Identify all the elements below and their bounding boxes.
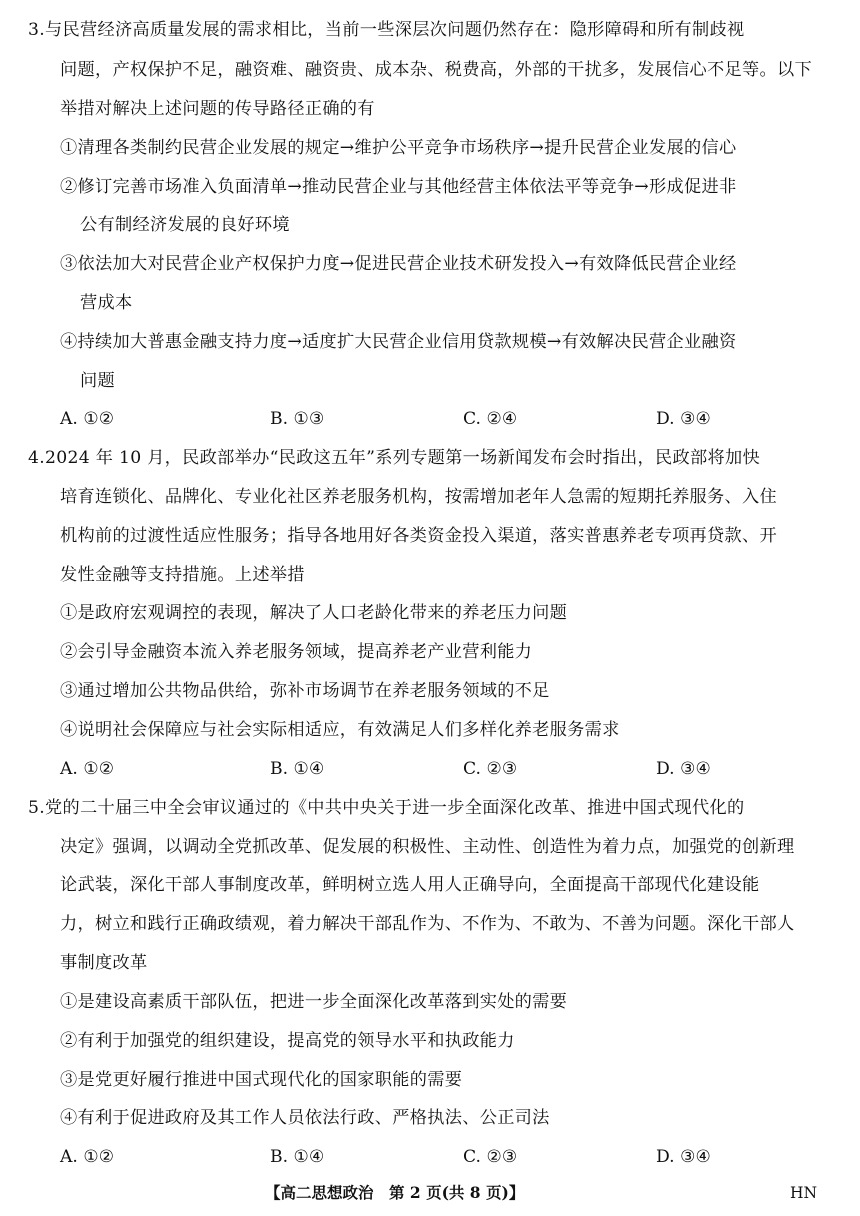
q4-stem-line: 培育连锁化、品牌化、专业化社区养老服务机构，按需增加老年人急需的短期托养服务、入住	[60, 487, 777, 507]
choice-c[interactable]: C. ②③	[463, 1147, 518, 1167]
q3-answer-choices	[0, 408, 860, 430]
choice-b[interactable]: B. ①④	[270, 1147, 325, 1167]
q5-stem-line: 事制度改革	[60, 953, 148, 973]
choice-d[interactable]: D. ③④	[656, 1147, 711, 1167]
q5-stem-line: 5.党的二十届三中全会审议通过的《中共中央关于进一步全面深化改革、推进中国式现代化的	[28, 798, 745, 818]
q4-option-2: ②会引导金融资本流入养老服务领域，提高养老产业营利能力	[60, 642, 533, 662]
choice-c[interactable]: C. ②④	[463, 409, 518, 429]
q4-stem-line: 发性金融等支持措施。上述举措	[60, 565, 305, 585]
q5-stem-line: 决定》强调，以调动全党抓改革、促发展的积极性、主动性、创造性为着力点，加强党的创新理	[60, 837, 795, 857]
q3-option-3: ③依法加大对民营企业产权保护力度→促进民营企业技术研发投入→有效降低民营企业经	[60, 254, 737, 274]
q3-stem-line: 问题，产权保护不足，融资难、融资贵、成本杂、税费高，外部的干扰多，发展信心不足等。以下	[60, 60, 812, 80]
q3-option-3-cont: 营成本	[80, 293, 133, 313]
q4-option-4: ④说明社会保障应与社会实际相适应，有效满足人们多样化养老服务需求	[60, 720, 620, 740]
q5-option-2: ②有利于加强党的组织建设，提高党的领导水平和执政能力	[60, 1031, 515, 1051]
choice-a[interactable]: A. ①②	[60, 759, 115, 779]
q5-stem-line: 论武装，深化干部人事制度改革，鲜明树立选人用人正确导向，全面提高干部现代化建设能	[60, 875, 760, 895]
q5-answer-choices	[0, 1146, 860, 1168]
q5-option-4: ④有利于促进政府及其工作人员依法行政、严格执法、公正司法	[60, 1108, 550, 1128]
choice-b[interactable]: B. ①③	[270, 409, 325, 429]
q3-option-2: ②修订完善市场准入负面清单→推动民营企业与其他经营主体依法平等竞争→形成促进非	[60, 177, 737, 197]
q4-stem-line: 机构前的过渡性适应性服务；指导各地用好各类资金投入渠道，落实普惠养老专项再贷款、开	[60, 526, 777, 546]
choice-a[interactable]: A. ①②	[60, 409, 115, 429]
q5-option-3: ③是党更好履行推进中国式现代化的国家职能的需要	[60, 1070, 463, 1090]
q4-option-1: ①是政府宏观调控的表现，解决了人口老龄化带来的养老压力问题	[60, 603, 568, 623]
q3-option-4: ④持续加大普惠金融支持力度→适度扩大民营企业信用贷款规模→有效解决民营企业融资	[60, 332, 737, 352]
q3-option-1: ①清理各类制约民营企业发展的规定→维护公平竞争市场秩序→提升民营企业发展的信心	[60, 138, 737, 158]
q4-stem-line: 4.2024 年 10 月，民政部举办“民政这五年”系列专题第一场新闻发布会时指出，民政部将加快	[28, 448, 760, 468]
choice-a[interactable]: A. ①②	[60, 1147, 115, 1167]
q3-option-2-cont: 公有制经济发展的良好环境	[80, 215, 290, 235]
choice-c[interactable]: C. ②③	[463, 759, 518, 779]
q4-answer-choices	[0, 758, 860, 780]
q5-option-1: ①是建设高素质干部队伍，把进一步全面深化改革落到实处的需要	[60, 992, 568, 1012]
q3-stem-line: 举措对解决上述问题的传导路径正确的有	[60, 99, 375, 119]
choice-d[interactable]: D. ③④	[656, 759, 711, 779]
choice-b[interactable]: B. ①④	[270, 759, 325, 779]
q4-option-3: ③通过增加公共物品供给，弥补市场调节在养老服务领域的不足	[60, 681, 550, 701]
choice-d[interactable]: D. ③④	[656, 409, 711, 429]
q3-option-4-cont: 问题	[80, 371, 115, 391]
footer-page-info: 【高二思想政治 第 2 页(共 8 页)】	[265, 1183, 525, 1202]
q3-stem-line: 3.与民营经济高质量发展的需求相比，当前一些深层次问题仍然存在：隐形障碍和所有制歧视	[28, 20, 745, 40]
footer-region-code: HN	[790, 1184, 818, 1202]
q5-stem-line: 力，树立和践行正确政绩观，着力解决干部乱作为、不作为、不敢为、不善为问题。深化干部人	[60, 914, 795, 934]
